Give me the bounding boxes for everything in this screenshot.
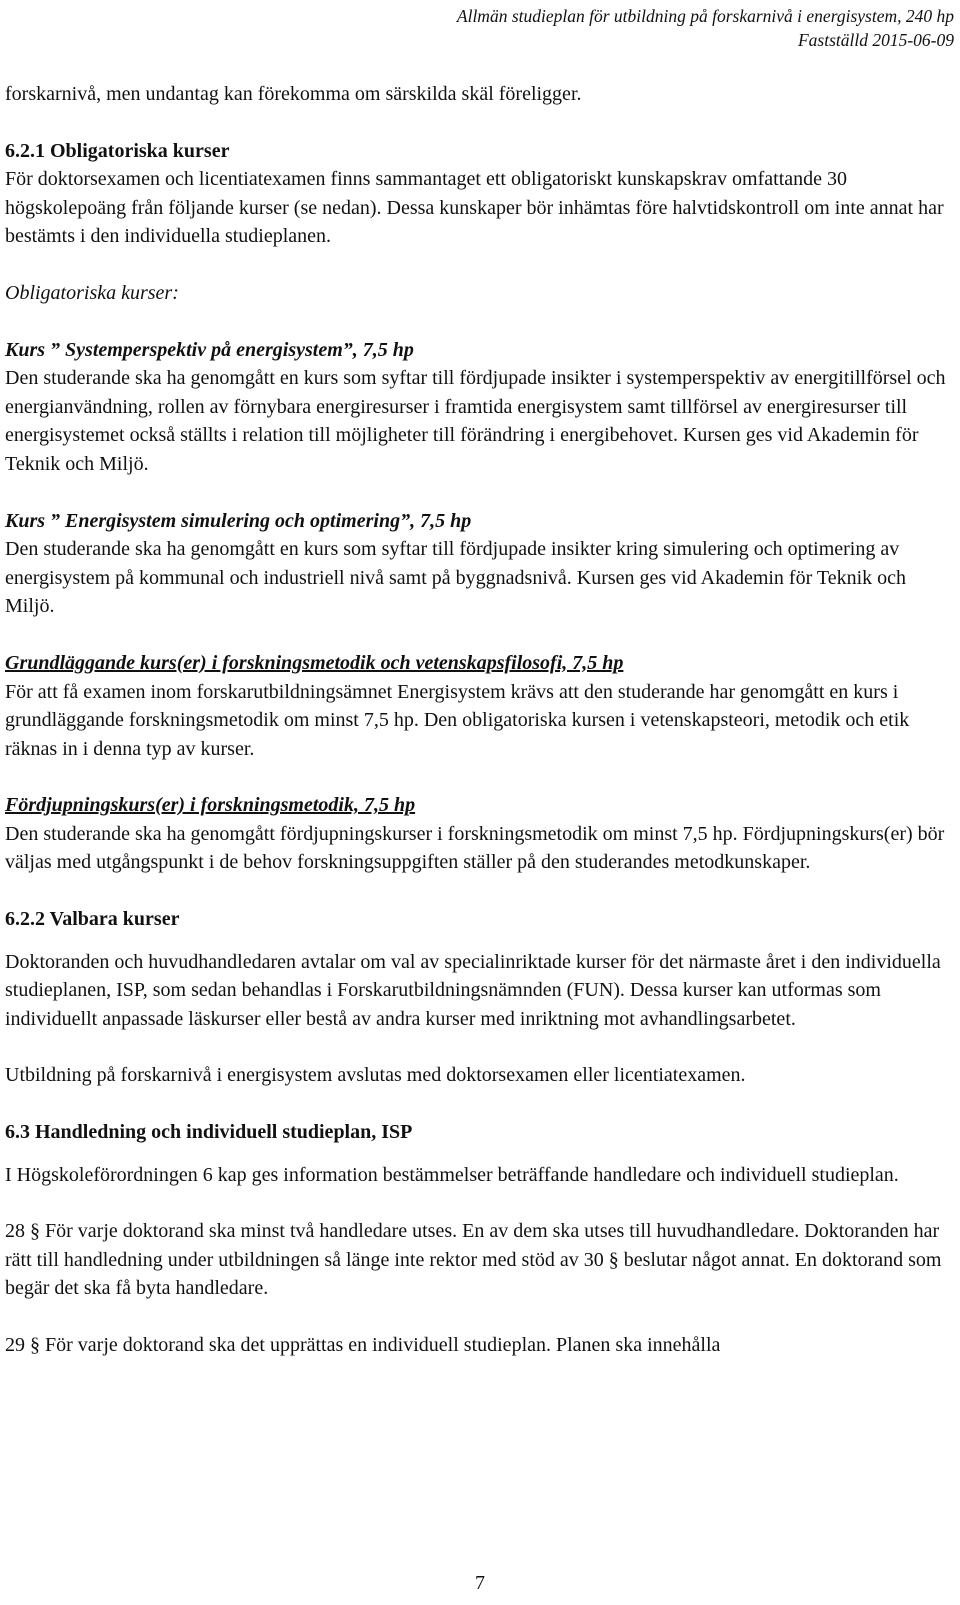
- mandatory-courses-label: Obligatoriska kurser:: [5, 281, 179, 304]
- header-date: Fastställd 2015-06-09: [797, 30, 954, 50]
- section-6-2-1-paragraph: För doktorsexamen och licentiatexamen finns sammantaget ett obligatoriskt kunskapskrav omfattande 30 högskolepoäng från följande kurser (se nedan). Dessa kunskaper bör inhämtas före halvtidskontroll om inte annat har bestämts i den individuella studieplanen.: [5, 168, 944, 248]
- document-body: [5, 80, 953, 1360]
- course-block: [5, 507, 953, 621]
- course-block: [5, 336, 953, 479]
- course-description: Den studerande ska ha genomgått en kurs som syftar till fördjupade insikter i systemperspektiv av energitillförsel och energianvändning, rollen av förnybara energiresurser i framtida energisystem samt tillförsel av energiresurser till energisystemet också ställts i relation till möjligheter till förändring i energibehovet. Kursen ges vid Akademin för Teknik och Miljö.: [5, 367, 946, 475]
- course-description: Den studerande ska ha genomgått fördjupningskurser i forskningsmetodik om minst 7,5 hp. Fördjupningskurs(er) bör väljas med utgångspunkt i de behov forskningsuppgiften ställer på den studerandes metodkunskaper.: [5, 822, 945, 874]
- page-header: [54, 4, 954, 52]
- course-title: Fördjupningskurs(er) i forskningsmetodik, 7,5 hp: [5, 794, 416, 817]
- course-title: Grundläggande kurs(er) i forskningsmetodik och vetenskapsfilosofi, 7,5 hp: [5, 651, 624, 674]
- course-block: [5, 649, 953, 763]
- intro-paragraph: forskarnivå, men undantag kan förekomma om särskilda skäl föreligger.: [5, 83, 582, 105]
- section-6-2-1-heading: 6.2.1 Obligatoriska kurser: [5, 139, 230, 162]
- section-6-3-paragraph: I Högskoleförordningen 6 kap ges information bestämmelser beträffande handledare och individuell studieplan.: [5, 1163, 899, 1186]
- section-6-3-heading: 6.3 Handledning och individuell studieplan, ISP: [5, 1121, 413, 1144]
- page-number: 7: [475, 1572, 485, 1594]
- course-description: Den studerande ska ha genomgått en kurs som syftar till fördjupade insikter kring simulering och optimering av energisystem på kommunal och industriell nivå samt på byggnadsnivå. Kursen ges vid Akademin för Teknik och Miljö.: [5, 538, 907, 618]
- course-block: [5, 791, 953, 877]
- course-description: För att få examen inom forskarutbildningsämnet Energisystem krävs att den studerande har genomgått en kurs i grundläggande forskningsmetodik om minst 7,5 hp. Den obligatoriska kursen i vetenskapsteori, metodik och etik räknas in i denna typ av kurser.: [5, 680, 910, 760]
- course-title: Kurs ” Systemperspektiv på energisystem”, 7,5 hp: [5, 338, 414, 361]
- section-6-3-paragraph-28: 28 § För varje doktorand ska minst två handledare utses. En av dem ska utses till huvudhandledare. Doktoranden har rätt till handledning under utbildningen så länge inte rektor med stöd av 30 § beslutar något annat. En doktorand som begär det ska få byta handledare.: [5, 1220, 942, 1300]
- section-6-2-2-heading: 6.2.2 Valbara kurser: [5, 908, 180, 931]
- header-title: Allmän studieplan för utbildning på forskarnivå i energisystem, 240 hp: [456, 6, 954, 26]
- section-6-2-2-paragraph: Doktoranden och huvudhandledaren avtalar om val av specialinriktade kurser för det närmaste året i den individuella studieplanen, ISP, som sedan behandlas i Forskarutbildningsnämnden (FUN). Dessa kurser kan utformas som individuellt anpassade läskurser eller bestå av andra kurser med inriktning mot avhandlingsarbetet.: [5, 950, 941, 1030]
- course-title: Kurs ” Energisystem simulering och optimering”, 7,5 hp: [5, 509, 472, 532]
- section-6-2-2-summary: Utbildning på forskarnivå i energisystem avslutas med doktorsexamen eller licentiatexamen.: [5, 1064, 746, 1087]
- section-6-3-paragraph-29: 29 § För varje doktorand ska det upprättas en individuell studieplan. Planen ska innehålla: [5, 1334, 721, 1356]
